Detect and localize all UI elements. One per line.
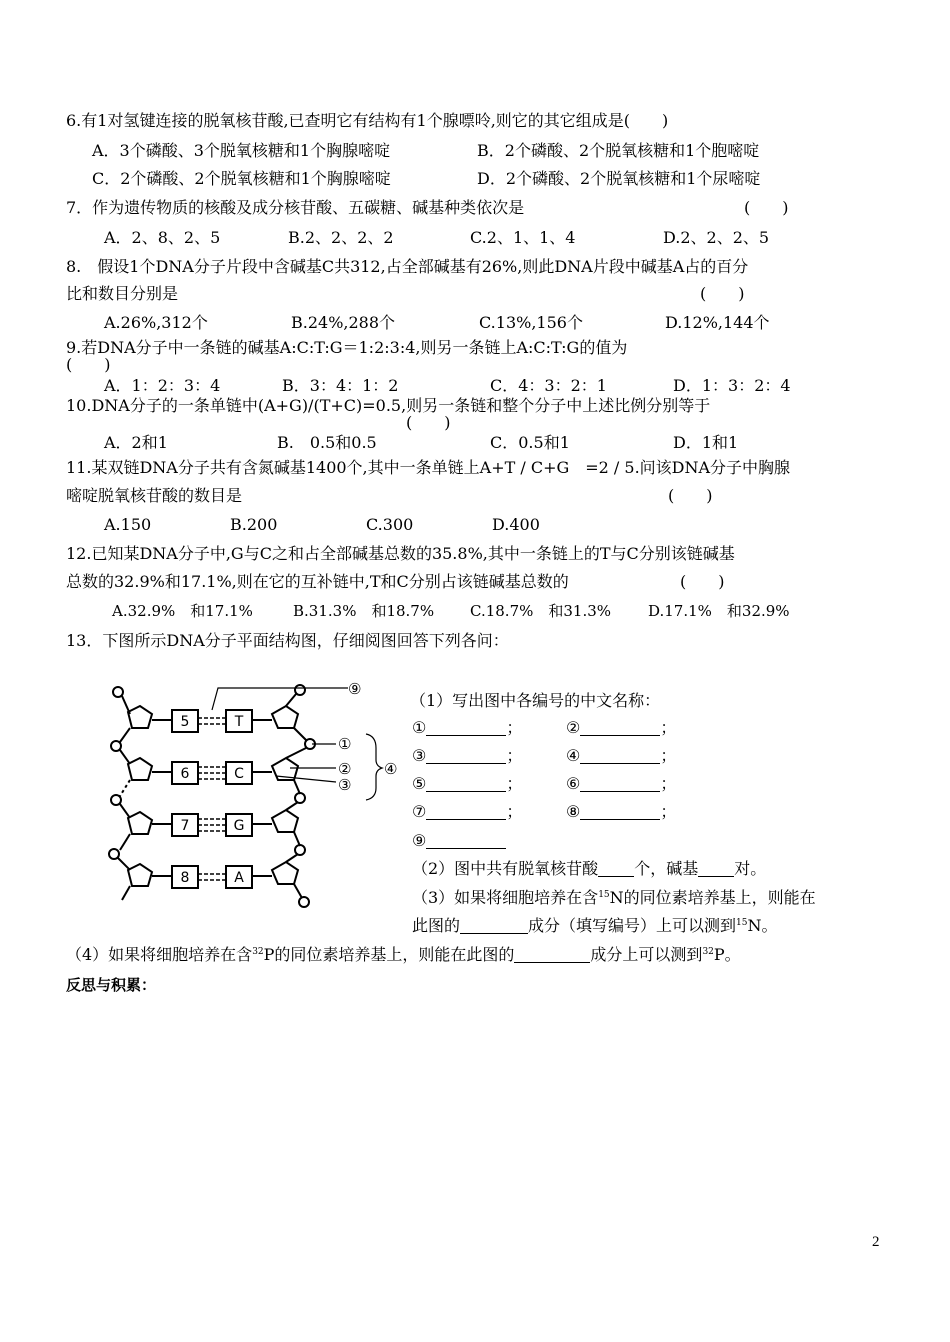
blank-15n-component[interactable] [460, 917, 528, 934]
base-label-8: 8 [180, 870, 190, 886]
blank-label-6: ⑥ [566, 774, 581, 793]
deoxyribose-pentagon [128, 758, 152, 780]
q6-option-c: C．2个磷酸、2个脱氧核糖和1个胸腺嘧啶 [92, 169, 391, 188]
q6-stem: 6.有1对氢键连接的脱氧核苷酸,已查明它有结构有1个腺嘌呤,则它的其它组成是( ) [66, 111, 669, 130]
deoxyribose-pentagon [272, 862, 298, 884]
q10-option-b: B. 0.5和0.5 [277, 433, 377, 452]
blank-label-4: ④ [566, 746, 581, 765]
blank-label-8: ⑧ [566, 802, 581, 821]
base-label-c: C [234, 766, 244, 782]
blank-line-6[interactable] [580, 775, 660, 792]
q13-sub3-text-c: 此图的 [412, 916, 461, 935]
blank-line-8[interactable] [580, 803, 660, 820]
q10-option-a: A．2和1 [104, 433, 168, 452]
q9-option-d: D．1：3：2：4 [673, 376, 791, 395]
blank-line-2[interactable] [580, 719, 660, 736]
q11-option-b: B.200 [230, 515, 278, 534]
q11-paren: ( ) [668, 486, 713, 505]
blank-sep: ； [506, 774, 523, 793]
base-label-6: 6 [180, 766, 190, 782]
blank-line-7[interactable] [426, 803, 506, 820]
blank-nucleotide-count[interactable] [598, 860, 634, 877]
blank-32p-component[interactable] [514, 946, 590, 963]
q11-option-a: A.150 [104, 515, 152, 534]
diagram-label-3: ③ [338, 776, 352, 794]
q9-option-a: A．1：2：3：4 [104, 376, 221, 395]
q12-option-a: A.32.9% 和17.1% [112, 602, 253, 620]
diagram-label-4: ④ [384, 760, 398, 778]
blank-line-1[interactable] [426, 719, 506, 736]
q11-stem-line1: 11.某双链DNA分子共有含氮碱基1400个,其中一条单链上A+T / C+G =2 / 5.问该DNA分子中胸腺 [66, 458, 791, 477]
blank-line-3[interactable] [426, 747, 506, 764]
blank-label-2: ② [566, 718, 581, 737]
blank-row-7 [412, 801, 522, 823]
dna-structure-diagram [100, 678, 400, 918]
phosphate-circle [109, 849, 119, 859]
page-number: 2 [872, 1234, 880, 1250]
q7-stem: 7．作为遗传物质的核酸及成分核苷酸、五碳糖、碱基种类依次是 [66, 198, 525, 217]
q13-sub3-line1 [412, 887, 816, 909]
blank-label-9: ⑨ [412, 831, 427, 850]
q6-option-d: D．2个磷酸、2个脱氧核糖和1个尿嘧啶 [477, 169, 761, 188]
q6-option-b: B．2个磷酸、2个脱氧核糖和1个胞嘧啶 [477, 141, 760, 160]
blank-row-1 [412, 717, 522, 739]
blank-label-5: ⑤ [412, 774, 427, 793]
q12-stem-line2: 总数的32.9%和17.1%,则在它的互补链中,T和C分别占该链碱基总数的 [66, 572, 569, 591]
base-label-t: T [234, 714, 244, 730]
blank-label-3: ③ [412, 746, 427, 765]
phosphate-circle [111, 795, 121, 805]
q12-option-b: B.31.3% 和18.7% [293, 602, 435, 620]
q13-sub4-text-c: 成分上可以测到 [590, 945, 703, 964]
blank-sep: ； [506, 746, 523, 765]
q10-option-c: C．0.5和1 [490, 433, 570, 452]
isotope-15: 15 [598, 890, 610, 900]
deoxyribose-pentagon [272, 810, 298, 832]
q8-option-d: D.12%,144个 [665, 313, 770, 332]
isotope-32: 32 [702, 947, 714, 957]
blank-sep: ； [660, 774, 677, 793]
phosphate-circle [299, 897, 309, 907]
q13-sub3-line2 [412, 915, 778, 937]
deoxyribose-pentagon [272, 706, 298, 728]
base-label-a: A [234, 870, 244, 886]
phosphate-circle [295, 845, 305, 855]
q13-sub3-text-b: N的同位素培养基上，则能在 [609, 888, 816, 907]
deoxyribose-pentagon [128, 706, 152, 728]
diagram-label-9: ⑨ [348, 680, 362, 698]
q9-option-c: C．4：3：2：1 [490, 376, 607, 395]
blank-row-8 [566, 801, 676, 823]
q10-paren: ( ) [406, 413, 451, 432]
q7-option-a: A．2、8、2、5 [104, 228, 221, 247]
base-label-5: 5 [180, 714, 190, 730]
q9-stem: 9.若DNA分子中一条链的碱基A:C:T:G＝1:2:3:4,则另一条链上A:C:T:G的值为 [66, 338, 628, 357]
q9-option-b: B．3：4：1：2 [282, 376, 399, 395]
q7-option-b: B.2、2、2、2 [288, 228, 394, 247]
q10-stem: 10.DNA分子的一条单链中(A+G)/(T+C)=0.5,则另一条链和整个分子中上述比例分别等于 [66, 396, 711, 415]
q8-option-b: B.24%,288个 [291, 313, 396, 332]
q13-sub4-text-e: P。 [713, 945, 741, 964]
blank-row-9 [412, 830, 506, 852]
q12-option-d: D.17.1% 和32.9% [648, 602, 790, 620]
blank-label-7: ⑦ [412, 802, 427, 821]
blank-line-9[interactable] [426, 832, 506, 849]
q12-option-c: C.18.7% 和31.3% [470, 602, 612, 620]
q6-option-a: A．3个磷酸、3个脱氧核糖和1个胸腺嘧啶 [92, 141, 391, 160]
q13-sub4-text-a: （4）如果将细胞培养在含 [66, 945, 253, 964]
reflection-heading: 反思与积累： [66, 976, 157, 994]
q8-option-c: C.13%,156个 [479, 313, 583, 332]
q13-sub4-text-b: P的同位素培养基上，则能在此图的 [263, 945, 515, 964]
q7-option-d: D.2、2、2、5 [663, 228, 770, 247]
blank-row-6 [566, 773, 676, 795]
q13-sub2-text-b: 个，碱基 [634, 859, 699, 878]
q8-stem-line2: 比和数目分别是 [66, 284, 179, 303]
base-label-7: 7 [180, 818, 190, 834]
deoxyribose-pentagon [128, 812, 152, 834]
q13-stem: 13．下图所示DNA分子平面结构图，仔细阅图回答下列各问： [66, 631, 509, 650]
q12-stem-line1: 12.已知某DNA分子中,G与C之和占全部碱基总数的35.8%,其中一条链上的T与C分别该链碱基 [66, 544, 735, 563]
q13-sub2-text-a: （2）图中共有脱氧核苷酸 [412, 859, 599, 878]
blank-sep: ； [660, 802, 677, 821]
q10-option-d: D．1和1 [673, 433, 739, 452]
blank-line-4[interactable] [580, 747, 660, 764]
phosphate-circle [295, 793, 305, 803]
phosphate-circle [113, 687, 123, 697]
phosphate-circle [295, 685, 305, 695]
q11-stem-line2: 嘧啶脱氧核苷酸的数目是 [66, 486, 243, 505]
blank-sep: ； [506, 802, 523, 821]
blank-sep: ； [506, 718, 523, 737]
q8-option-a: A.26%,312个 [104, 313, 208, 332]
blank-label-1: ① [412, 718, 427, 737]
q13-sub1: （1）写出图中各编号的中文名称： [410, 691, 661, 710]
diagram-label-1: ① [338, 735, 352, 753]
q13-sub3-text-a: （3）如果将细胞培养在含 [412, 888, 599, 907]
deoxyribose-pentagon [128, 864, 152, 886]
isotope-15: 15 [736, 918, 748, 928]
base-label-g: G [233, 818, 245, 834]
q7-option-c: C.2、1、1、4 [470, 228, 576, 247]
blank-row-4 [566, 745, 676, 767]
q13-sub2 [412, 858, 766, 880]
q11-option-c: C.300 [366, 515, 414, 534]
blank-sep: ； [660, 746, 677, 765]
q12-paren: ( ) [680, 572, 725, 591]
q13-sub4 [66, 944, 741, 966]
q11-option-d: D.400 [492, 515, 540, 534]
q8-stem-line1: 8. 假设1个DNA分子片段中含碱基C共312,占全部碱基有26%,则此DNA片段中碱基A占的百分 [66, 257, 749, 276]
isotope-32: 32 [252, 947, 264, 957]
q13-sub3-text-e: N。 [747, 916, 778, 935]
diagram-label-2: ② [338, 760, 352, 778]
q13-sub3-text-d: 成分（填写编号）上可以测到 [528, 916, 737, 935]
blank-row-2 [566, 717, 676, 739]
q7-paren: ( ) [744, 198, 789, 217]
blank-row-5 [412, 773, 522, 795]
q8-paren: ( ) [700, 284, 745, 303]
blank-sep: ； [660, 718, 677, 737]
q13-sub2-text-c: 对。 [734, 859, 767, 878]
phosphate-circle [111, 741, 121, 751]
blank-line-5[interactable] [426, 775, 506, 792]
q9-paren: ( ) [66, 355, 111, 374]
blank-base-pair-count[interactable] [698, 860, 734, 877]
blank-row-3 [412, 745, 522, 767]
